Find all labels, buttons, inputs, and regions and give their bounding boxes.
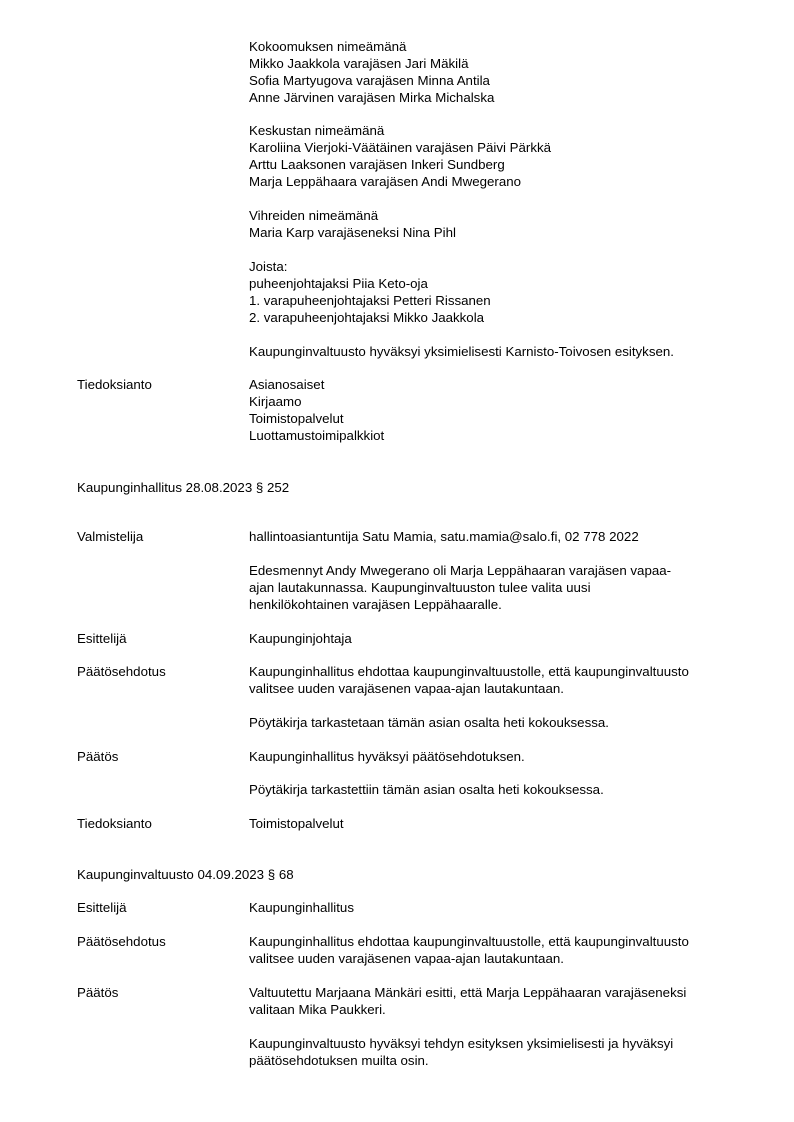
- appointees-result: Kaupunginvaltuusto hyväksyi yksimielisesti Karnisto-Toivosen esityksen.: [249, 344, 674, 359]
- tiedoksianto-value: Toimistopalvelut: [249, 816, 344, 831]
- list-item: Kirjaamo: [249, 394, 302, 409]
- paatos-label: Päätös: [77, 985, 119, 1000]
- list-item: 2. varapuheenjohtajaksi Mikko Jaakkola: [249, 310, 485, 325]
- valmistelija-value: hallintoasiantuntija Satu Mamia, satu.mamia@salo.fi, 02 778 2022: [249, 529, 639, 544]
- kv-header: Kaupunginvaltuusto 04.09.2023 § 68: [77, 867, 294, 882]
- paatos-note-line: päätösehdotuksen muilta osin.: [249, 1053, 429, 1068]
- paatosehdotus-line: valitsee uuden varajäsenen vapaa-ajan lautakuntaan.: [249, 681, 564, 696]
- list-item: Anne Järvinen varajäsen Mirka Michalska: [249, 90, 495, 105]
- list-item: Marja Leppähaara varajäsen Andi Mwegerano: [249, 174, 522, 189]
- paatos-note: Pöytäkirja tarkastettiin tämän asian osalta heti kokouksessa.: [249, 782, 604, 797]
- paatos-line: Valtuutettu Marjaana Mänkäri esitti, että Marja Leppähaaran varajäseneksi: [249, 985, 687, 1000]
- paatos-note-line: Kaupunginvaltuusto hyväksyi tehdyn esityksen yksimielisesti ja hyväksyi: [249, 1036, 674, 1051]
- paatosehdotus-label: Päätösehdotus: [77, 664, 166, 679]
- paatosehdotus-label: Päätösehdotus: [77, 934, 166, 949]
- esittelija-value: Kaupunginhallitus: [249, 900, 354, 915]
- valmistelija-label: Valmistelija: [77, 529, 144, 544]
- tiedoksianto-label: Tiedoksianto: [77, 377, 152, 392]
- paatos-value: Kaupunginhallitus hyväksyi päätösehdotuksen.: [249, 749, 525, 764]
- paatos-line: valitaan Mika Paukkeri.: [249, 1002, 386, 1017]
- list-item: puheenjohtajaksi Piia Keto-oja: [249, 276, 428, 291]
- list-item: Luottamustoimipalkkiot: [249, 428, 385, 443]
- paatosehdotus-line: Kaupunginhallitus ehdottaa kaupunginvaltuustolle, että kaupunginvaltuusto: [249, 934, 689, 949]
- tiedoksianto-label: Tiedoksianto: [77, 816, 152, 831]
- list-item: Toimistopalvelut: [249, 411, 344, 426]
- list-item: Maria Karp varajäseneksi Nina Pihl: [249, 225, 456, 240]
- vihreat-heading: Vihreiden nimeämänä: [249, 208, 379, 223]
- paatos-label: Päätös: [77, 749, 119, 764]
- joista-heading: Joista:: [249, 259, 288, 274]
- paatosehdotus-line: Kaupunginhallitus ehdottaa kaupunginvaltuustolle, että kaupunginvaltuusto: [249, 664, 689, 679]
- kh-body-line: ajan lautakunnassa. Kaupunginvaltuuston tulee valita uusi: [249, 580, 591, 595]
- kh-header: Kaupunginhallitus 28.08.2023 § 252: [77, 480, 290, 495]
- kh-body-line: Edesmennyt Andy Mwegerano oli Marja Leppähaaran varajäsen vapaa-: [249, 563, 672, 578]
- list-item: Karoliina Vierjoki-Väätäinen varajäsen Päivi Pärkkä: [249, 140, 552, 155]
- list-item: Asianosaiset: [249, 377, 325, 392]
- paatosehdotus-line: valitsee uuden varajäsenen vapaa-ajan lautakuntaan.: [249, 951, 564, 966]
- esittelija-label: Esittelijä: [77, 631, 127, 646]
- list-item: Arttu Laaksonen varajäsen Inkeri Sundberg: [249, 157, 505, 172]
- paatosehdotus-note: Pöytäkirja tarkastetaan tämän asian osalta heti kokouksessa.: [249, 715, 609, 730]
- list-item: Mikko Jaakkola varajäsen Jari Mäkilä: [249, 56, 469, 71]
- esittelija-value: Kaupunginjohtaja: [249, 631, 352, 646]
- keskusta-heading: Keskustan nimeämänä: [249, 123, 385, 138]
- kokoomus-heading: Kokoomuksen nimeämänä: [249, 39, 407, 54]
- list-item: 1. varapuheenjohtajaksi Petteri Rissanen: [249, 293, 491, 308]
- kh-body-line: henkilökohtainen varajäsen Leppähaaralle.: [249, 597, 502, 612]
- list-item: Sofia Martyugova varajäsen Minna Antila: [249, 73, 490, 88]
- esittelija-label: Esittelijä: [77, 900, 127, 915]
